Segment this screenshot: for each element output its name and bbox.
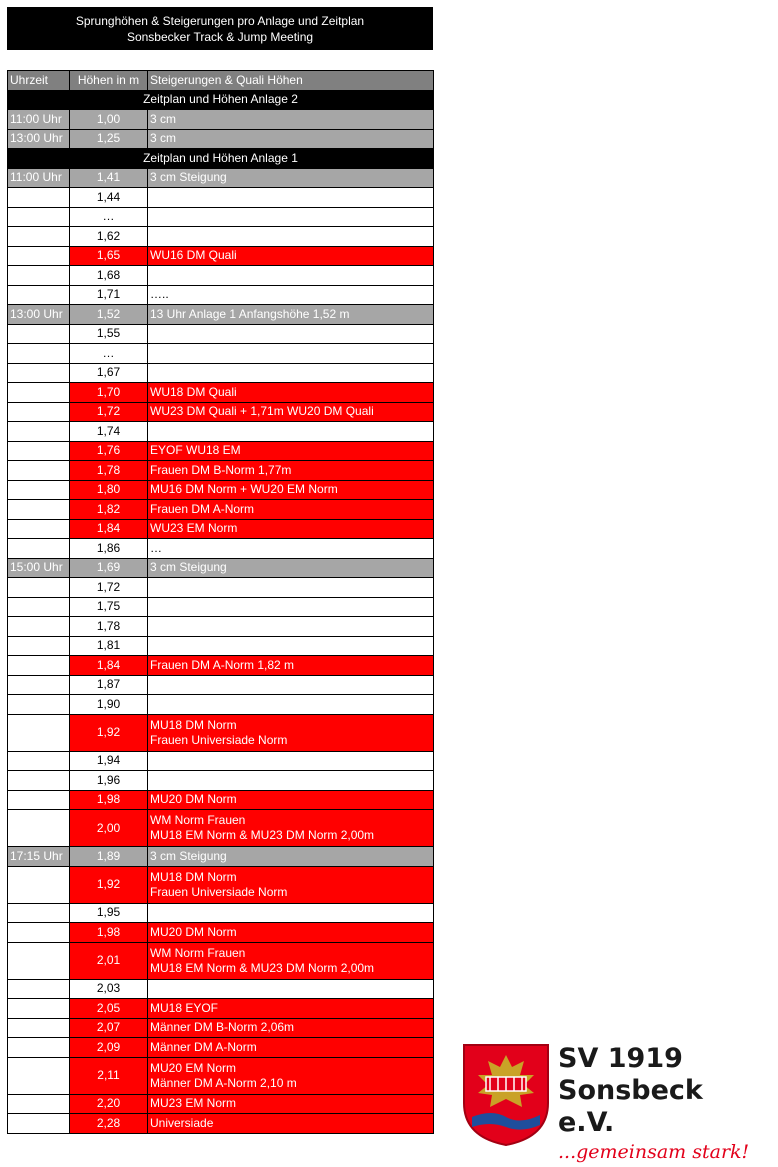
notes-cell	[148, 903, 434, 923]
height-cell: 1,98	[70, 790, 148, 810]
notes-line: MU16 DM Norm + WU20 EM Norm	[150, 482, 338, 497]
time-cell	[8, 942, 70, 979]
table-row	[8, 675, 434, 695]
notes-line: WU16 DM Quali	[150, 248, 237, 263]
notes-cell	[148, 597, 434, 617]
time-cell	[8, 441, 70, 461]
table-row	[8, 461, 434, 481]
notes-cell	[148, 1094, 434, 1114]
section-header-row	[8, 149, 434, 169]
table-row	[8, 617, 434, 637]
time-cell: 13:00 Uhr	[8, 129, 70, 149]
time-cell	[8, 1038, 70, 1058]
height-cell: 1,84	[70, 656, 148, 676]
height-cell: 1,82	[70, 500, 148, 520]
time-cell	[8, 810, 70, 847]
height-cell: 1,92	[70, 866, 148, 903]
table-row	[8, 480, 434, 500]
notes-cell	[148, 363, 434, 383]
time-cell	[8, 207, 70, 227]
height-cell: 1,87	[70, 675, 148, 695]
notes-line: Männer DM A-Norm 2,10 m	[150, 1075, 297, 1090]
notes-cell	[148, 656, 434, 676]
height-cell: 2,11	[70, 1057, 148, 1094]
club-logo	[462, 1043, 762, 1163]
notes-line: MU18 DM Norm	[150, 869, 237, 884]
notes-cell	[148, 1114, 434, 1134]
time-cell	[8, 539, 70, 559]
time-cell	[8, 1094, 70, 1114]
notes-line: MU18 EM Norm & MU23 DM Norm 2,00m	[150, 828, 375, 842]
table-row	[8, 207, 434, 227]
time-cell	[8, 1057, 70, 1094]
notes-cell	[148, 790, 434, 810]
table-row	[8, 539, 434, 559]
notes-cell	[148, 188, 434, 208]
notes-cell	[148, 207, 434, 227]
table-row	[8, 168, 434, 188]
height-cell: 1,72	[70, 578, 148, 598]
column-header-notes: Steigerungen & Quali Höhen	[148, 71, 434, 91]
notes-cell	[148, 558, 434, 578]
table-row	[8, 1018, 434, 1038]
table-row	[8, 402, 434, 422]
table-row	[8, 751, 434, 771]
table-row	[8, 344, 434, 364]
time-cell	[8, 500, 70, 520]
schedule-table	[7, 70, 434, 1134]
time-cell	[8, 188, 70, 208]
notes-line: MU18 EYOF	[150, 1000, 219, 1015]
table-row	[8, 866, 434, 903]
notes-line: Frauen DM B-Norm 1,77m	[150, 462, 292, 477]
table-row	[8, 519, 434, 539]
notes-cell	[148, 810, 434, 847]
club-name-line-2: Sonsbeck e.V.	[558, 1075, 703, 1138]
time-cell	[8, 751, 70, 771]
notes-cell	[148, 344, 434, 364]
notes-line: MU18 EM Norm & MU23 DM Norm 2,00m	[150, 960, 375, 975]
table-row	[8, 500, 434, 520]
height-cell: …	[70, 344, 148, 364]
notes-line: …..	[150, 287, 169, 302]
notes-cell	[148, 461, 434, 481]
time-cell	[8, 383, 70, 403]
table-row	[8, 597, 434, 617]
notes-line: 13 Uhr Anlage 1 Anfangshöhe 1,52 m	[150, 306, 350, 321]
table-row	[8, 810, 434, 847]
time-cell	[8, 266, 70, 286]
notes-cell	[148, 305, 434, 325]
table-row	[8, 110, 434, 130]
time-cell: 11:00 Uhr	[8, 110, 70, 130]
time-cell	[8, 695, 70, 715]
height-cell: 2,00	[70, 810, 148, 847]
notes-cell	[148, 168, 434, 188]
table-row	[8, 695, 434, 715]
notes-cell	[148, 636, 434, 656]
time-cell	[8, 285, 70, 305]
height-cell: 1,81	[70, 636, 148, 656]
time-cell	[8, 402, 70, 422]
table-row	[8, 578, 434, 598]
club-name-block	[558, 1043, 762, 1163]
notes-line: MU18 DM Norm	[150, 717, 237, 732]
notes-cell	[148, 1018, 434, 1038]
table-header-row	[8, 71, 434, 91]
table-row	[8, 363, 434, 383]
height-cell: 1,80	[70, 480, 148, 500]
notes-cell	[148, 999, 434, 1019]
table-row	[8, 422, 434, 442]
time-cell	[8, 324, 70, 344]
table-row	[8, 714, 434, 751]
notes-cell	[148, 383, 434, 403]
notes-line: Frauen DM A-Norm 1,82 m	[150, 657, 295, 672]
time-cell	[8, 480, 70, 500]
notes-cell	[148, 441, 434, 461]
height-cell: 1,94	[70, 751, 148, 771]
notes-line: EYOF WU18 EM	[150, 443, 241, 458]
height-cell: 1,00	[70, 110, 148, 130]
height-cell: 1,89	[70, 847, 148, 867]
notes-cell	[148, 847, 434, 867]
notes-cell	[148, 227, 434, 247]
section-title: Zeitplan und Höhen Anlage 2	[8, 90, 434, 110]
notes-cell	[148, 324, 434, 344]
time-cell	[8, 363, 70, 383]
height-cell: 1,86	[70, 539, 148, 559]
notes-cell	[148, 675, 434, 695]
table-row	[8, 558, 434, 578]
height-cell: 1,78	[70, 617, 148, 637]
height-cell: 1,25	[70, 129, 148, 149]
notes-line: Universiade	[150, 1115, 214, 1130]
table-row	[8, 188, 434, 208]
height-cell: 1,90	[70, 695, 148, 715]
notes-line: WU23 DM Quali + 1,71m WU20 DM Quali	[150, 404, 374, 419]
notes-cell	[148, 866, 434, 903]
time-cell: 17:15 Uhr	[8, 847, 70, 867]
notes-line: WM Norm Frauen	[150, 813, 246, 827]
notes-cell	[148, 539, 434, 559]
table-row	[8, 441, 434, 461]
height-cell: 1,70	[70, 383, 148, 403]
height-cell: 1,44	[70, 188, 148, 208]
notes-cell	[148, 246, 434, 266]
notes-line: MU20 EM Norm	[150, 1060, 237, 1075]
notes-line: Männer DM B-Norm 2,06m	[150, 1020, 295, 1035]
height-cell: 2,28	[70, 1114, 148, 1134]
height-cell: 2,05	[70, 999, 148, 1019]
height-cell: 1,41	[70, 168, 148, 188]
notes-line: Frauen DM A-Norm	[150, 501, 255, 516]
table-row	[8, 979, 434, 999]
notes-cell	[148, 771, 434, 791]
table-row	[8, 246, 434, 266]
table-row	[8, 1057, 434, 1094]
notes-cell	[148, 402, 434, 422]
notes-cell	[148, 942, 434, 979]
height-cell: 1,75	[70, 597, 148, 617]
height-cell: 1,76	[70, 441, 148, 461]
notes-line: MU20 DM Norm	[150, 792, 237, 807]
time-cell	[8, 771, 70, 791]
notes-line: WU23 EM Norm	[150, 521, 238, 536]
notes-line: Männer DM A-Norm	[150, 1039, 257, 1054]
time-cell	[8, 1114, 70, 1134]
time-cell	[8, 656, 70, 676]
time-cell	[8, 578, 70, 598]
height-cell: 1,98	[70, 923, 148, 943]
notes-cell	[148, 695, 434, 715]
time-cell	[8, 344, 70, 364]
height-cell: 1,92	[70, 714, 148, 751]
notes-line: 3 cm Steigung	[150, 560, 227, 575]
time-cell: 13:00 Uhr	[8, 305, 70, 325]
table-row	[8, 1114, 434, 1134]
table-row	[8, 656, 434, 676]
notes-cell	[148, 751, 434, 771]
height-cell: …	[70, 207, 148, 227]
time-cell	[8, 422, 70, 442]
time-cell	[8, 979, 70, 999]
table-row	[8, 305, 434, 325]
column-header-time: Uhrzeit	[8, 71, 70, 91]
time-cell	[8, 903, 70, 923]
time-cell	[8, 519, 70, 539]
notes-line: …	[150, 540, 162, 555]
table-row	[8, 847, 434, 867]
column-header-height: Höhen in m	[70, 71, 148, 91]
height-cell: 1,69	[70, 558, 148, 578]
title-line-1: Sprunghöhen & Steigerungen pro Anlage und Zeitplan	[75, 13, 365, 28]
notes-line: WU18 DM Quali	[150, 384, 237, 399]
notes-line: 3 cm Steigung	[150, 170, 227, 185]
height-cell: 2,07	[70, 1018, 148, 1038]
table-row	[8, 942, 434, 979]
height-cell: 1,55	[70, 324, 148, 344]
title-line-2: Sonsbecker Track & Jump Meeting	[126, 29, 314, 44]
notes-line: Frauen Universiade Norm	[150, 884, 288, 899]
notes-cell	[148, 266, 434, 286]
time-cell	[8, 461, 70, 481]
table-row	[8, 1038, 434, 1058]
time-cell	[8, 227, 70, 247]
height-cell: 1,65	[70, 246, 148, 266]
club-crest-icon	[462, 1043, 550, 1147]
notes-line: 3 cm	[150, 131, 177, 146]
club-slogan: ...gemeinsam stark!	[558, 1141, 750, 1163]
time-cell	[8, 999, 70, 1019]
table-row	[8, 636, 434, 656]
table-row	[8, 999, 434, 1019]
height-cell: 1,67	[70, 363, 148, 383]
height-cell: 1,52	[70, 305, 148, 325]
section-title: Zeitplan und Höhen Anlage 1	[8, 149, 434, 169]
time-cell	[8, 246, 70, 266]
notes-cell	[148, 578, 434, 598]
table-row	[8, 383, 434, 403]
time-cell	[8, 866, 70, 903]
notes-cell	[148, 519, 434, 539]
time-cell	[8, 636, 70, 656]
table-row	[8, 227, 434, 247]
notes-line: 3 cm	[150, 111, 177, 126]
time-cell	[8, 675, 70, 695]
table-row	[8, 324, 434, 344]
height-cell: 1,96	[70, 771, 148, 791]
notes-line: 3 cm Steigung	[150, 848, 227, 863]
time-cell: 11:00 Uhr	[8, 168, 70, 188]
notes-cell	[148, 617, 434, 637]
notes-cell	[148, 1057, 434, 1094]
table-row	[8, 266, 434, 286]
height-cell: 1,72	[70, 402, 148, 422]
height-cell: 1,84	[70, 519, 148, 539]
notes-cell	[148, 129, 434, 149]
notes-cell	[148, 714, 434, 751]
table-row	[8, 285, 434, 305]
table-row	[8, 903, 434, 923]
time-cell	[8, 1018, 70, 1038]
notes-cell	[148, 110, 434, 130]
notes-line: Frauen Universiade Norm	[150, 732, 288, 747]
notes-line: WM Norm Frauen	[150, 945, 246, 960]
height-cell: 1,68	[70, 266, 148, 286]
notes-cell	[148, 500, 434, 520]
table-row	[8, 790, 434, 810]
section-header-row	[8, 90, 434, 110]
document-title	[7, 7, 433, 50]
time-cell	[8, 790, 70, 810]
time-cell: 15:00 Uhr	[8, 558, 70, 578]
table-row	[8, 129, 434, 149]
notes-line: MU23 EM Norm	[150, 1096, 237, 1111]
notes-cell	[148, 480, 434, 500]
height-cell: 1,62	[70, 227, 148, 247]
table-row	[8, 923, 434, 943]
height-cell: 2,20	[70, 1094, 148, 1114]
club-name-line-1: SV 1919	[558, 1043, 683, 1074]
height-cell: 1,78	[70, 461, 148, 481]
height-cell: 2,03	[70, 979, 148, 999]
notes-cell	[148, 285, 434, 305]
height-cell: 1,95	[70, 903, 148, 923]
height-cell: 2,01	[70, 942, 148, 979]
height-cell: 2,09	[70, 1038, 148, 1058]
height-cell: 1,74	[70, 422, 148, 442]
table-row	[8, 1094, 434, 1114]
time-cell	[8, 923, 70, 943]
notes-cell	[148, 979, 434, 999]
notes-cell	[148, 1038, 434, 1058]
time-cell	[8, 597, 70, 617]
notes-line: MU20 DM Norm	[150, 924, 237, 939]
table-row	[8, 771, 434, 791]
height-cell: 1,71	[70, 285, 148, 305]
notes-cell	[148, 422, 434, 442]
time-cell	[8, 617, 70, 637]
notes-cell	[148, 923, 434, 943]
time-cell	[8, 714, 70, 751]
